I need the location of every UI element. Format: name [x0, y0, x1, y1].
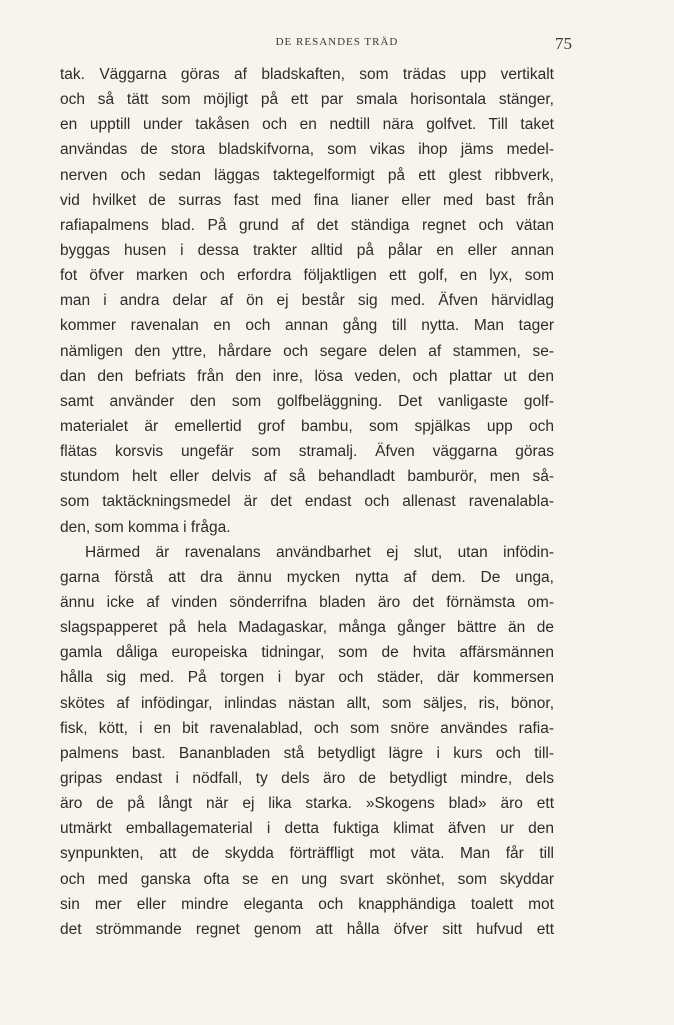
running-title: DE RESANDES TRÄD — [275, 36, 399, 48]
paragraph-start-line: Härmed är ravenalans användbarhet ej slut, utan infödin- — [85, 543, 554, 561]
text-line: nämligen den yttre, hårdare och segare delen af stammen, se- — [60, 342, 554, 360]
text-line: synpunkten, att de skydda förträffligt mot väta. Man får till — [60, 845, 554, 863]
text-line: sin mer eller mindre eleganta och knapphändiga toalett mot — [60, 895, 554, 913]
text-line: och med ganska ofta se en ung svart skönhet, som skyddar — [60, 870, 554, 888]
text-line: som taktäckningsmedel är det endast och allenast ravenalabla- — [60, 493, 554, 511]
text-line: nerven och sedan läggas taktegelformigt på ett glest ribbverk, — [60, 166, 554, 184]
text-line: palmens bast. Bananbladen stå betydligt lägre i kurs och till- — [60, 744, 554, 762]
text-line: flätas korsvis ungefär som stramalj. Äfven väggarna göras — [60, 443, 554, 461]
text-line: tak. Väggarna göras af bladskaften, som trädas upp vertikalt — [60, 66, 554, 83]
text-line: garna förstå att dra ännu mycken nytta af dem. De unga, — [60, 568, 554, 586]
text-line: en upptill under takåsen och en nedtill nära golfvet. Till taket — [60, 116, 554, 134]
text-line: användas de stora bladskifvorna, som vikas ihop jäms medel- — [60, 141, 554, 159]
text-line: gripas endast i nödfall, ty dels äro de betydligt mindre, dels — [60, 769, 554, 787]
text-line: fot öfver marken och erfordra följaktligen ett golf, en lyx, som — [60, 267, 554, 285]
text-line: kommer ravenalan en och annan gång till nytta. Man tager — [60, 317, 554, 335]
text-line: hålla sig med. På torgen i byar och städer, där kommersen — [60, 669, 554, 687]
text-line: stundom helt eller delvis af så behandladt bamburör, men så- — [60, 468, 554, 486]
text-line: fisk, kött, i en bit ravenalablad, och som snöre användes rafia- — [60, 719, 554, 737]
text-line: slagspapperet på hela Madagaskar, många gånger bättre än de — [60, 619, 554, 637]
page-number: 75 — [555, 34, 572, 53]
text-line: byggas husen i dessa trakter alltid på pålar en eller annan — [60, 241, 554, 259]
text-line: gamla dåliga europeiska tidningar, som de hvita affärsmännen — [60, 644, 554, 662]
text-line: äro de på långt när ej lika starka. »Skogens blad» äro ett — [60, 795, 554, 813]
text-line: rafiapalmens blad. På grund af det ständiga regnet och vätan — [60, 216, 554, 234]
text-line: det strömmande regnet genom att hålla öfver sitt hufvud ett — [60, 920, 554, 938]
text-line: dan den befriats från den inre, lösa veden, och plattar ut den — [60, 367, 554, 385]
text-line: och så tätt som möjligt på ett par smala horisontala stänger, — [60, 91, 554, 109]
text-line: ännu icke af vinden sönderrifna bladen äro det förnämsta om- — [60, 593, 554, 611]
text-line: samt använder den som golfbeläggning. Det vanligaste golf- — [60, 392, 554, 410]
body-text — [60, 62, 554, 942]
text-line: skötes af infödingar, inlindas nästan allt, som säljes, ris, bönor, — [60, 694, 554, 712]
paragraph-end-line: den, som komma i fråga. — [60, 518, 231, 536]
text-line: vid hvilket de surras fast med fina lianer eller med bast från — [60, 191, 554, 209]
text-line: materialet är emellertid grof bambu, som spjälkas upp och — [60, 417, 554, 435]
text-line: man i andra delar af ön ej består sig med. Äfven härvidlag — [60, 292, 554, 310]
text-line: utmärkt emballagematerial i detta fuktiga klimat äfven ur den — [60, 820, 554, 838]
